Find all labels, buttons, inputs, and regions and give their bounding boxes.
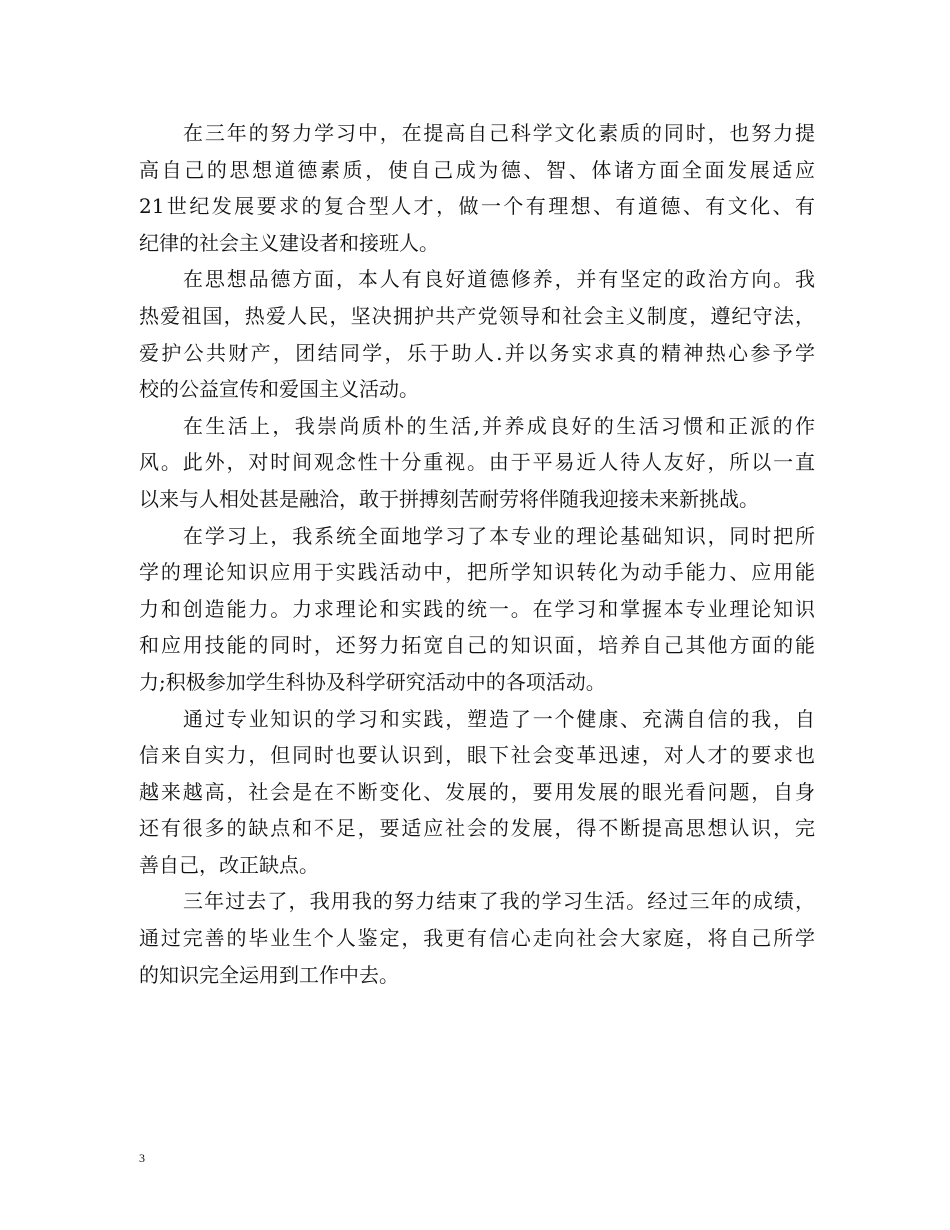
paragraph-line: 三年过去了，我用我的努力结束了我的学习生活。经过三年的成绩，	[183, 889, 815, 914]
paragraph-line: 风。此外，对时间观念性十分重视。由于平易近人待人友好，所以一直	[139, 450, 815, 475]
paragraph-line: 通过完善的毕业生个人鉴定，我更有信心走向社会大家庭，将自己所学	[139, 926, 815, 951]
paragraph-line: 高自己的思想道德素质，使自己成为德、智、体诸方面全面发展适应	[139, 157, 815, 182]
paragraph-1	[139, 115, 815, 261]
paragraph-5	[139, 701, 815, 884]
paragraph-line: 在思想品德方面，本人有良好道德修养，并有坚定的政治方向。我	[183, 267, 815, 292]
paragraph-line: 校的公益宣传和爱国主义活动。	[139, 377, 419, 402]
paragraph-line: 21世纪发展要求的复合型人才，做一个有理想、有道德、有文化、有	[139, 194, 815, 219]
paragraph-line: 力和创造能力。力求理论和实践的统一。在学习和掌握本专业理论知识	[139, 596, 815, 621]
page-number: 3	[139, 1151, 145, 1165]
paragraph-4	[139, 518, 815, 701]
paragraph-line: 在学习上，我系统全面地学习了本专业的理论基础知识，同时把所	[183, 523, 815, 548]
paragraph-line: 纪律的社会主义建设者和接班人。	[139, 230, 439, 255]
paragraph-line: 信来自实力，但同时也要认识到，眼下社会变革迅速，对人才的要求也	[139, 743, 815, 768]
paragraph-line: 力;积极参加学生科协及科学研究活动中的各项活动。	[139, 669, 606, 694]
document-body	[139, 115, 815, 993]
paragraph-line: 和应用技能的同时，还努力拓宽自己的知识面，培养自己其他方面的能	[139, 633, 815, 658]
paragraph-line: 爱护公共财产，团结同学，乐于助人.并以务实求真的精神热心参予学	[139, 340, 815, 365]
paragraph-line: 越来越高，社会是在不断变化、发展的，要用发展的眼光看问题，自身	[139, 779, 815, 804]
paragraph-3	[139, 408, 815, 518]
paragraph-line: 在生活上，我崇尚质朴的生活,并养成良好的生活习惯和正派的作	[183, 413, 815, 438]
paragraph-6	[139, 883, 815, 993]
paragraph-line: 的知识完全运用到工作中去。	[139, 962, 399, 987]
paragraph-line: 善自己，改正缺点。	[139, 852, 319, 877]
paragraph-2	[139, 261, 815, 407]
paragraph-line: 热爱祖国，热爱人民，坚决拥护共产党领导和社会主义制度，遵纪守法，	[139, 303, 815, 328]
paragraph-line: 还有很多的缺点和不足，要适应社会的发展，得不断提高思想认识，完	[139, 816, 815, 841]
paragraph-line: 通过专业知识的学习和实践，塑造了一个健康、充满自信的我，自	[183, 706, 815, 731]
paragraph-line: 在三年的努力学习中，在提高自己科学文化素质的同时，也努力提	[183, 121, 815, 145]
paragraph-line: 学的理论知识应用于实践活动中，把所学知识转化为动手能力、应用能	[139, 560, 815, 585]
paragraph-line: 以来与人相处甚是融洽，敢于拼搏刻苦耐劳将伴随我迎接未来新挑战。	[139, 486, 759, 511]
